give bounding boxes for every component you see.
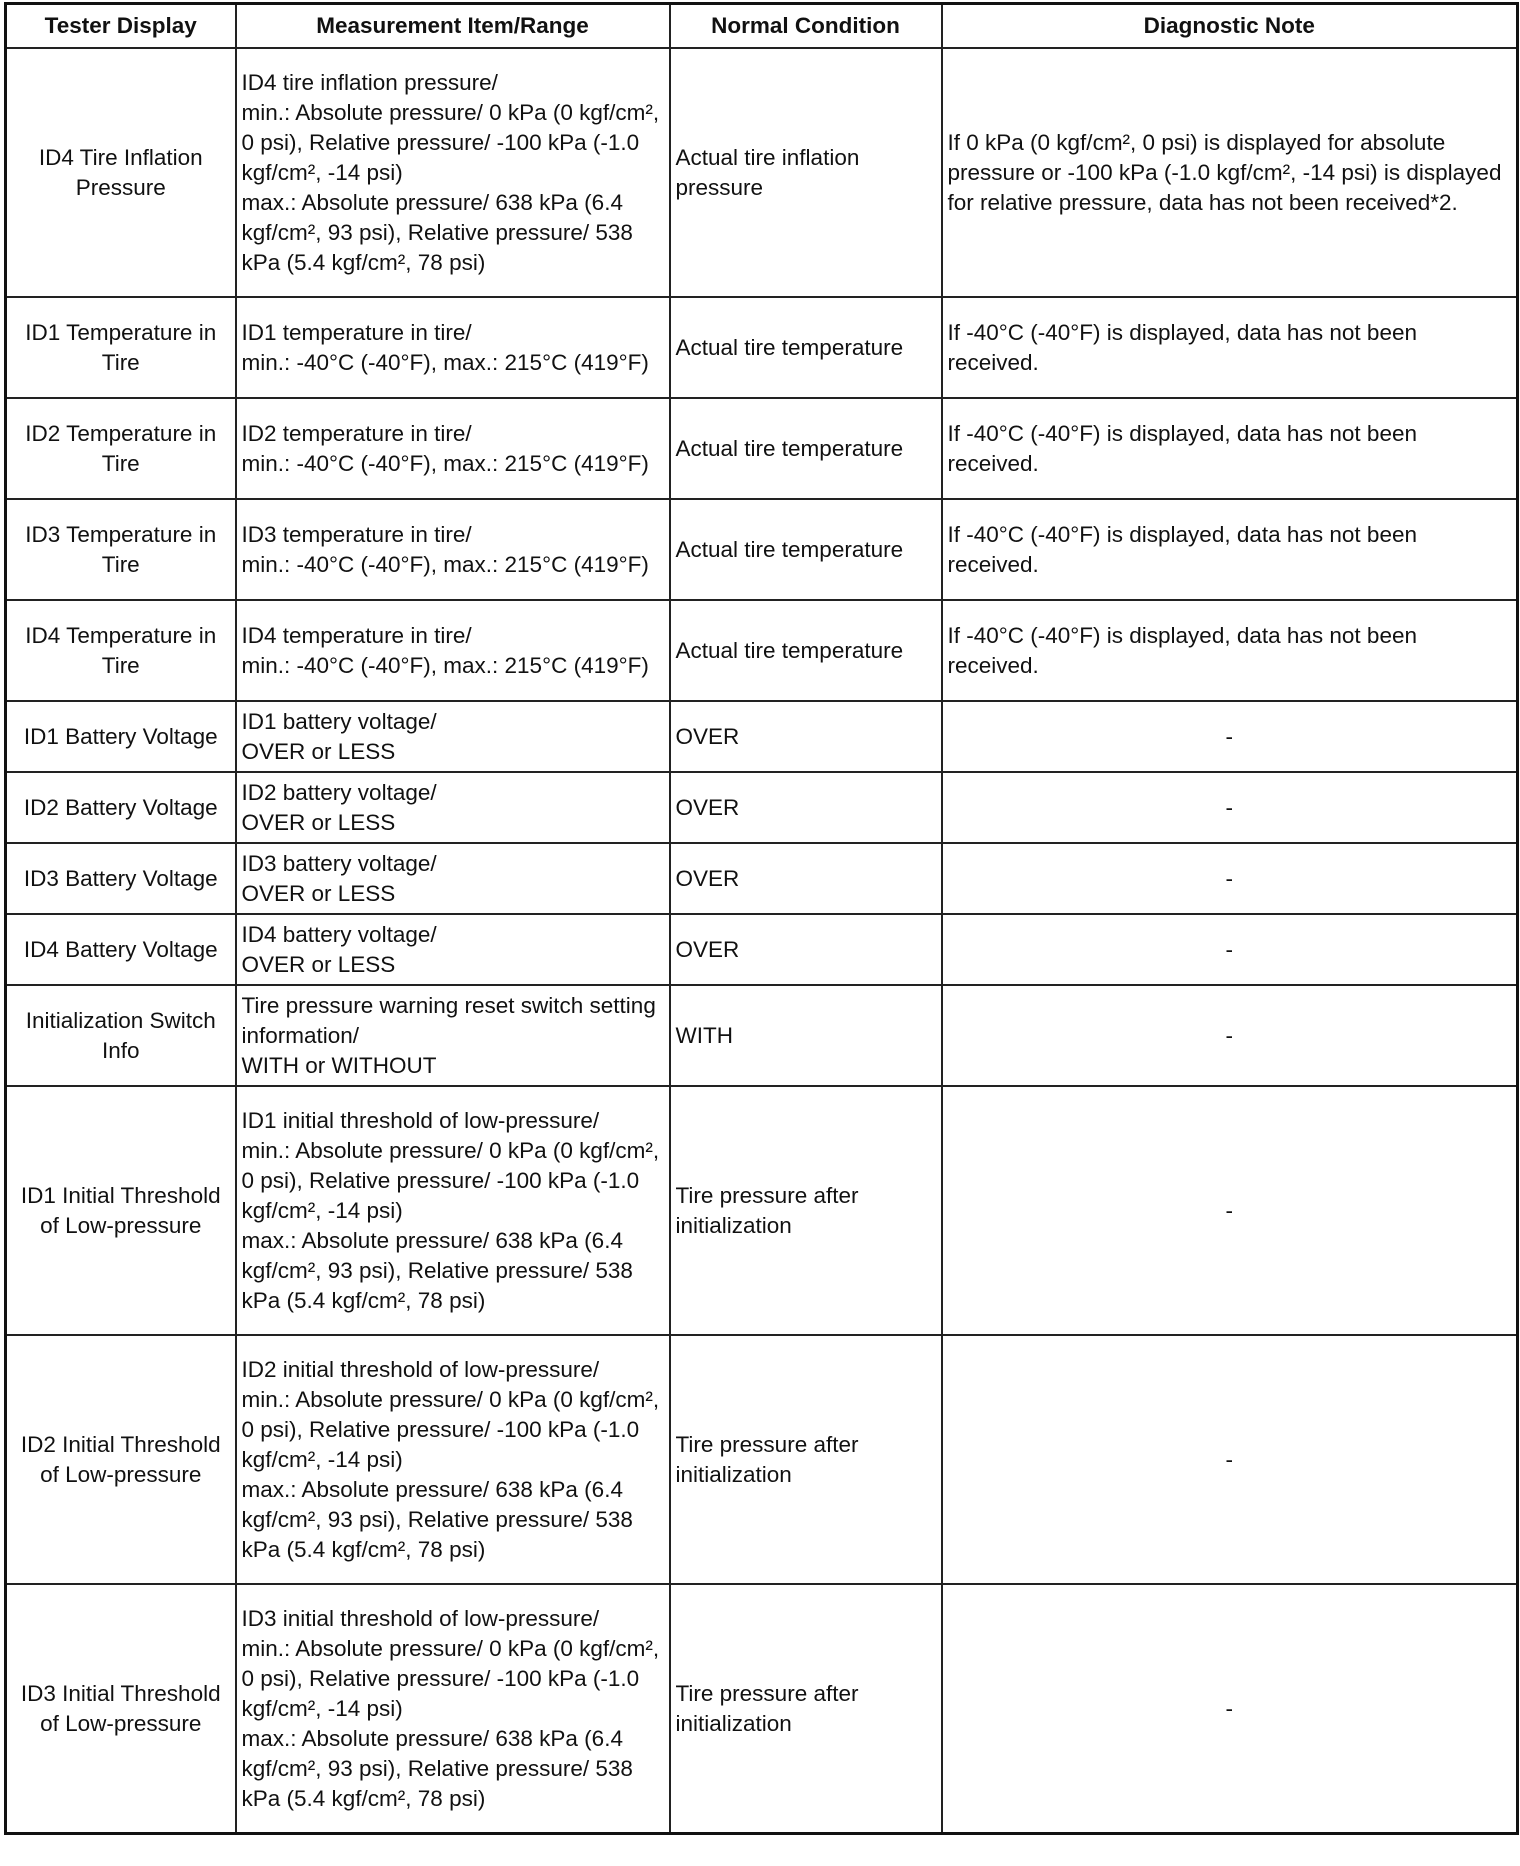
tester-display-cell: Initialization Switch Info	[6, 985, 236, 1086]
tester-display-cell: ID4 Temperature in Tire	[6, 600, 236, 701]
diagnostic-note-cell: -	[942, 1335, 1518, 1584]
measurement-item-cell: ID1 initial threshold of low-pressure/ min.: Absolute pressure/ 0 kPa (0 kgf/cm², 0 psi), Relative pressure/ -100 kPa (-1.0 kgf/cm², -14 psi) max.: Absolute pressure/ 638 kPa (6.4 kgf/cm², 93 psi), Relative pressure/ 538 kPa (5.4 kgf/cm², 78 psi)	[236, 1086, 670, 1335]
measurement-item-cell: ID2 battery voltage/ OVER or LESS	[236, 772, 670, 843]
diagnostic-note-cell: -	[942, 843, 1518, 914]
table-row	[6, 1584, 1518, 1834]
table-row	[6, 701, 1518, 772]
normal-condition-cell: Actual tire temperature	[670, 499, 942, 600]
document-sheet	[4, 2, 1516, 1835]
normal-condition-cell: Tire pressure after initialization	[670, 1584, 942, 1834]
table-row	[6, 600, 1518, 701]
tester-display-cell: ID2 Battery Voltage	[6, 772, 236, 843]
normal-condition-cell: OVER	[670, 914, 942, 985]
table-row	[6, 985, 1518, 1086]
measurement-item-cell: Tire pressure warning reset switch setting information/ WITH or WITHOUT	[236, 985, 670, 1086]
tester-display-cell: ID1 Battery Voltage	[6, 701, 236, 772]
tester-display-cell: ID1 Initial Threshold of Low-pressure	[6, 1086, 236, 1335]
measurement-item-cell: ID2 initial threshold of low-pressure/ min.: Absolute pressure/ 0 kPa (0 kgf/cm², 0 psi), Relative pressure/ -100 kPa (-1.0 kgf/cm², -14 psi) max.: Absolute pressure/ 638 kPa (6.4 kgf/cm², 93 psi), Relative pressure/ 538 kPa (5.4 kgf/cm², 78 psi)	[236, 1335, 670, 1584]
table-row	[6, 1086, 1518, 1335]
diagnostic-note-cell: -	[942, 1584, 1518, 1834]
measurement-item-cell: ID3 temperature in tire/ min.: -40°C (-40°F), max.: 215°C (419°F)	[236, 499, 670, 600]
tester-display-cell: ID4 Battery Voltage	[6, 914, 236, 985]
measurement-item-cell: ID1 temperature in tire/ min.: -40°C (-40°F), max.: 215°C (419°F)	[236, 297, 670, 398]
measurement-item-cell: ID1 battery voltage/ OVER or LESS	[236, 701, 670, 772]
header-normal-condition: Normal Condition	[670, 4, 942, 49]
header-measurement-item: Measurement Item/Range	[236, 4, 670, 49]
table-row	[6, 499, 1518, 600]
tester-display-cell: ID2 Initial Threshold of Low-pressure	[6, 1335, 236, 1584]
diagnostic-note-cell: -	[942, 701, 1518, 772]
table-row	[6, 297, 1518, 398]
diagnostic-note-cell: -	[942, 1086, 1518, 1335]
tester-display-cell: ID3 Temperature in Tire	[6, 499, 236, 600]
diagnostic-note-cell: If 0 kPa (0 kgf/cm², 0 psi) is displayed for absolute pressure or -100 kPa (-1.0 kgf/cm², -14 psi) is displayed for relative pressure, data has not been received*2.	[942, 48, 1518, 297]
table-row	[6, 48, 1518, 297]
diagnostic-data-table	[4, 2, 1519, 1835]
diagnostic-note-cell: If -40°C (-40°F) is displayed, data has not been received.	[942, 499, 1518, 600]
normal-condition-cell: Actual tire temperature	[670, 600, 942, 701]
table-row	[6, 914, 1518, 985]
diagnostic-note-cell: If -40°C (-40°F) is displayed, data has not been received.	[942, 398, 1518, 499]
diagnostic-note-cell: -	[942, 914, 1518, 985]
header-tester-display: Tester Display	[6, 4, 236, 49]
measurement-item-cell: ID3 battery voltage/ OVER or LESS	[236, 843, 670, 914]
normal-condition-cell: Tire pressure after initialization	[670, 1086, 942, 1335]
normal-condition-cell: WITH	[670, 985, 942, 1086]
table-row	[6, 772, 1518, 843]
diagnostic-note-cell: If -40°C (-40°F) is displayed, data has not been received.	[942, 600, 1518, 701]
diagnostic-note-cell: -	[942, 772, 1518, 843]
tester-display-cell: ID4 Tire Inflation Pressure	[6, 48, 236, 297]
header-diagnostic-note: Diagnostic Note	[942, 4, 1518, 49]
normal-condition-cell: OVER	[670, 772, 942, 843]
measurement-item-cell: ID3 initial threshold of low-pressure/ min.: Absolute pressure/ 0 kPa (0 kgf/cm², 0 psi), Relative pressure/ -100 kPa (-1.0 kgf/cm², -14 psi) max.: Absolute pressure/ 638 kPa (6.4 kgf/cm², 93 psi), Relative pressure/ 538 kPa (5.4 kgf/cm², 78 psi)	[236, 1584, 670, 1834]
normal-condition-cell: Actual tire temperature	[670, 398, 942, 499]
tester-display-cell: ID2 Temperature in Tire	[6, 398, 236, 499]
measurement-item-cell: ID4 temperature in tire/ min.: -40°C (-40°F), max.: 215°C (419°F)	[236, 600, 670, 701]
table-row	[6, 1335, 1518, 1584]
normal-condition-cell: Actual tire inflation pressure	[670, 48, 942, 297]
tester-display-cell: ID1 Temperature in Tire	[6, 297, 236, 398]
tester-display-cell: ID3 Initial Threshold of Low-pressure	[6, 1584, 236, 1834]
tester-display-cell: ID3 Battery Voltage	[6, 843, 236, 914]
measurement-item-cell: ID4 tire inflation pressure/ min.: Absolute pressure/ 0 kPa (0 kgf/cm², 0 psi), Relative pressure/ -100 kPa (-1.0 kgf/cm², -14 psi) max.: Absolute pressure/ 638 kPa (6.4 kgf/cm², 93 psi), Relative pressure/ 538 kPa (5.4 kgf/cm², 78 psi)	[236, 48, 670, 297]
table-row	[6, 398, 1518, 499]
table-row	[6, 843, 1518, 914]
measurement-item-cell: ID4 battery voltage/ OVER or LESS	[236, 914, 670, 985]
normal-condition-cell: OVER	[670, 843, 942, 914]
normal-condition-cell: OVER	[670, 701, 942, 772]
normal-condition-cell: Actual tire temperature	[670, 297, 942, 398]
diagnostic-note-cell: If -40°C (-40°F) is displayed, data has not been received.	[942, 297, 1518, 398]
table-header-row	[6, 4, 1518, 49]
diagnostic-note-cell: -	[942, 985, 1518, 1086]
normal-condition-cell: Tire pressure after initialization	[670, 1335, 942, 1584]
measurement-item-cell: ID2 temperature in tire/ min.: -40°C (-40°F), max.: 215°C (419°F)	[236, 398, 670, 499]
